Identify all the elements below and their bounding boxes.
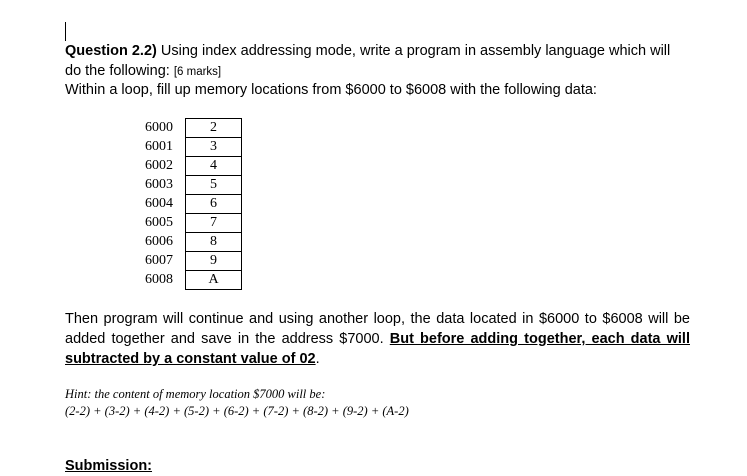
table-row [145,252,242,271]
memory-value: 6 [186,195,242,214]
question-title: Question 2.2) [65,43,157,59]
paragraph-emphasis: But before adding together, each data will subtracted by a constant value of 02 [65,331,690,367]
question-line-3: Within a loop, fill up memory locations from $6000 to $6008 with the following data: [65,82,597,98]
memory-value: 7 [186,214,242,233]
marks-label: [6 marks] [173,66,222,78]
table-row [145,233,242,252]
memory-value: 3 [186,138,242,157]
memory-address: 6005 [145,215,173,230]
instruction-paragraph [65,309,690,369]
question-line-1 [65,41,670,61]
memory-address: 6007 [145,253,173,268]
hint-line-1: Hint: the content of memory location $7000 will be: [65,387,326,401]
question-line-2 [65,61,221,82]
memory-value: 2 [186,119,242,138]
table-row [145,138,242,157]
memory-value: A [186,271,242,290]
submission-heading: Submission: [65,458,153,474]
memory-address: 6000 [145,120,173,135]
memory-value: 9 [186,252,242,271]
table-row [145,157,242,176]
table-row [145,176,242,195]
memory-value: 5 [186,176,242,195]
memory-address: 6004 [145,196,173,211]
question-text-line-1: Using index addressing mode, write a program in assembly language which will [156,43,671,59]
memory-value: 4 [186,157,242,176]
table-row [145,119,242,138]
table-row [145,214,242,233]
paragraph-text: Then program will continue and using another loop, the data located in $6000 to $6008 will be added together and save in the address $7000. [65,311,690,347]
memory-address: 6003 [145,177,173,192]
paragraph-end: . [315,351,320,367]
memory-value: 8 [186,233,242,252]
question-text-line-2: do the following: [65,63,174,79]
table-row [145,271,242,290]
memory-table [145,118,242,290]
text-cursor [65,22,66,41]
memory-address: 6001 [145,139,173,154]
memory-address: 6002 [145,158,173,173]
memory-address: 6006 [145,234,173,249]
hint-line-2: (2-2) + (3-2) + (4-2) + (5-2) + (6-2) + (7-2) + (8-2) + (9-2) + (A-2) [65,404,409,418]
table-row [145,195,242,214]
memory-address: 6008 [145,272,173,287]
